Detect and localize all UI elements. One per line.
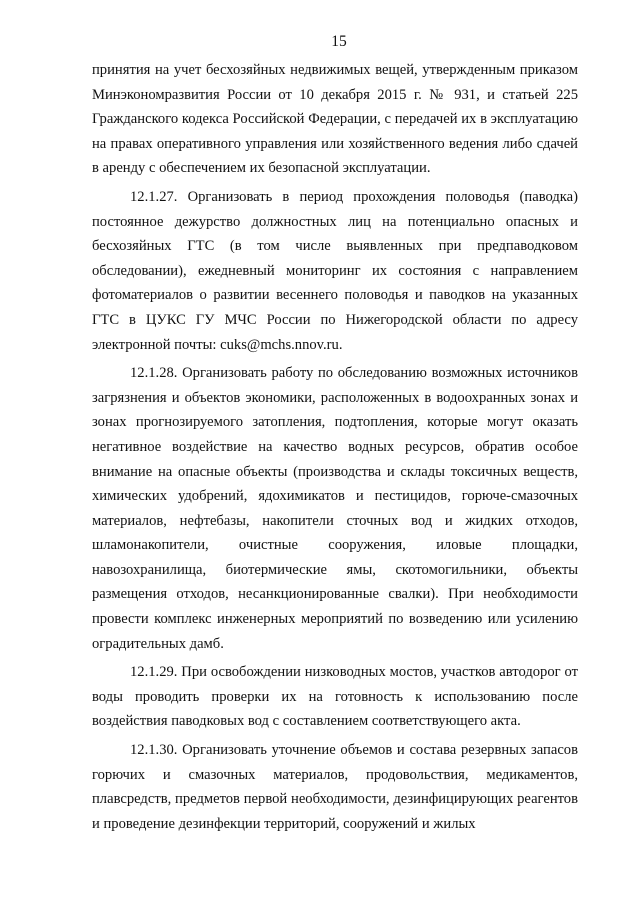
page-number: 15 xyxy=(331,33,347,50)
paragraph-12-1-27: 12.1.27. Организовать в период прохождения половодья (паводка) постоянное дежурство должностных лиц на потенциально опасных и бесхозяйных ГТС (в том числе выявленных при предпаводковом обследовании), ежедневный мониторинг их состояния с направлением фотоматериалов о развитии весеннего половодья и паводков на указанных ГТС в ЦУКС ГУ МЧС России по Нижегородской области по адресу электронной почты: cuks@mchs.nnov.ru. xyxy=(92,188,578,353)
paragraph-12-1-30: 12.1.30. Организовать уточнение объемов и состава резервных запасов горючих и смазочных материалов, продовольствия, медикаментов, плавсредств, предметов первой необходимости, дезинфицирующих реагентов и проведение дезинфекции территорий, сооружений и жилых xyxy=(92,742,578,832)
document-page xyxy=(92,32,578,836)
paragraph-continuation: принятия на учет бесхозяйных недвижимых вещей, утвержденным приказом Минэкономразвития России от 10 декабря 2015 г. № 931, и статьей 225 Гражданского кодекса Российской Федерации, с передачей их в эксплуатацию на правах оперативного управления или хозяйственного ведения либо сдачей в аренду с обеспечением их безопасной эксплуатации. xyxy=(92,62,578,177)
paragraph-12-1-28: 12.1.28. Организовать работу по обследованию возможных источников загрязнения и объектов экономики, расположенных в водоохранных зонах и зонах прогнозируемого затопления, подтопления, которые могут оказать негативное воздействие на качество водных ресурсов, обратив особое внимание на опасные объекты (производства и склады токсичных веществ, химических удобрений, ядохимикатов и пестицидов, горюче-смазочных материалов, нефтебазы, накопители сточных вод и жидких отходов, шламонакопители, очистные сооружения, иловые площадки, навозохранилища, биотермические ямы, скотомогильники, объекты размещения отходов, несанкционированные свалки). При необходимости провести комплекс инженерных мероприятий по возведению или усилению оградительных дамб. xyxy=(92,365,578,652)
paragraph-12-1-29: 12.1.29. При освобождении низководных мостов, участков автодорог от воды проводить проверки их на готовность к использованию после воздействия паводковых вод с составлением соответствующего акта. xyxy=(92,664,578,730)
